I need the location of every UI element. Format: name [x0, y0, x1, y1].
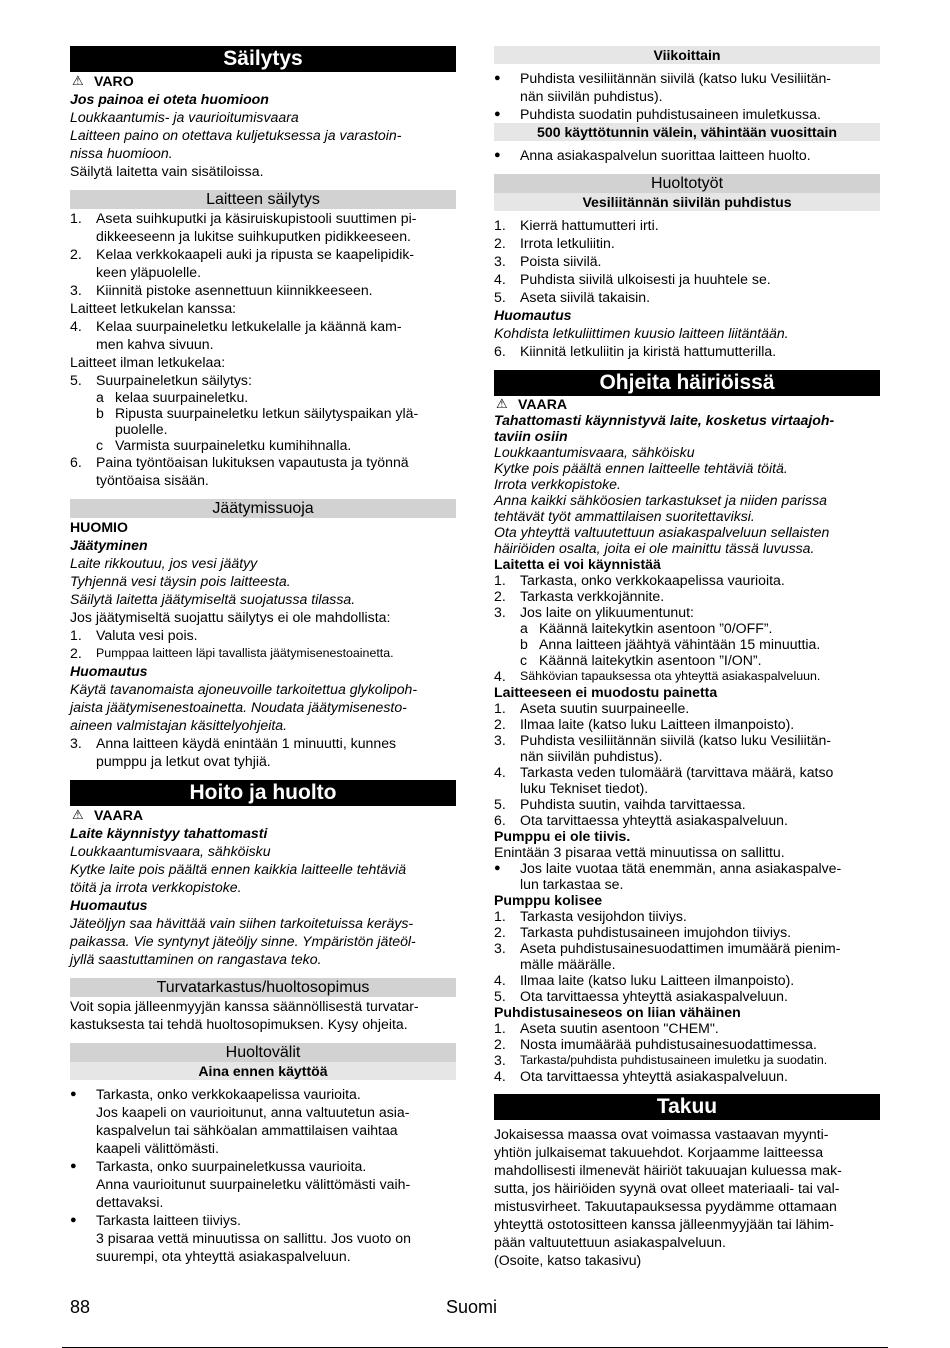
text-line: pään valtuutettuun asiakaspalveluun.: [494, 1234, 726, 1250]
list-item: 4. Ota tarvittaessa yhteyttä asiakaspalveluun.: [494, 1068, 788, 1084]
list-item: 5. Aseta siivilä takaisin.: [494, 289, 651, 305]
note-line: Käytä tavanomaista ajoneuvoille tarkoitettua glykolipoh-: [70, 681, 418, 697]
language-label: Suomi: [446, 1297, 498, 1317]
note-line: jyllä saastuttaminen on rangastava teko.: [70, 951, 322, 967]
warning-triangle-icon: ⚠: [72, 807, 84, 822]
section-title-intervals: Huoltovälit: [70, 1043, 456, 1062]
list-item: 4. Puhdista siivilä ulkoisesti ja huuhtele se.: [494, 271, 771, 287]
section-title-service: Huoltotyöt: [494, 174, 880, 193]
list-item: 2. Irrota letkuliitin.: [494, 235, 615, 251]
text-line: Jos jäätymiseltä suojattu säilytys ei ole mahdollista:: [70, 609, 391, 625]
text-line: Irrota verkkopistoke.: [494, 476, 621, 492]
text-line: nissa huomioon.: [70, 145, 173, 161]
list-item: 2. Kelaa verkkokaapeli auki ja ripusta se kaapelipidik- keen yläpuolelle.: [70, 246, 415, 280]
note-line: Kohdista letkuliittimen kuusio laitteen liitäntään.: [494, 325, 789, 341]
warning-triangle-icon: ⚠: [72, 73, 84, 88]
warning-label: VAARA: [518, 396, 568, 412]
bullet-icon: ●: [70, 1088, 77, 1100]
list-item: 6. Kiinnitä letkuliitin ja kiristä hattumutterilla.: [494, 343, 777, 359]
bullet-icon: ●: [494, 149, 501, 161]
text-line: kastuksesta tai tehdä huoltosopimuksen. Kysy ohjeita.: [70, 1016, 408, 1032]
list-item: 2. Tarkasta puhdistusaineen imujohdon tiiviys.: [494, 924, 792, 940]
bullet-item: ● Tarkasta, onko suurpaineletkussa vaurioita. Anna vaurioitunut suurpaineletku välittömästi vaih- dettavaksi.: [70, 1158, 411, 1210]
notice-label: HUOMIO: [70, 519, 128, 535]
text-line: Enintään 3 pisaraa vettä minuutissa on sallittu.: [494, 844, 785, 860]
list-item: 2. Tarkasta verkkojännite.: [494, 588, 665, 604]
bullet-item: ● Puhdista vesiliitännän siivilä (katso luku Vesiliitän- nän siivilän puhdistus).: [494, 70, 831, 104]
list-item: 1. Kierrä hattumutteri irti.: [494, 217, 659, 233]
sub-list-item: c Käännä laitekytkin asentoon ”I/ON”.: [520, 652, 762, 668]
warning-heading: Laite käynnistyy tahattomasti: [70, 825, 268, 841]
hazard-text: Loukkaantumisvaara, sähköisku: [494, 444, 695, 460]
hazard-text: Loukkaantumis- ja vaurioitumisvaara: [70, 109, 299, 125]
section-title-care: Hoito ja huolto: [70, 780, 456, 806]
list-item: 5. Puhdista suutin, vaihda tarvittaessa.: [494, 796, 746, 812]
list-item: 5. Ota tarvittaessa yhteyttä asiakaspalveluun.: [494, 988, 788, 1004]
list-item: 6. Ota tarvittaessa yhteyttä asiakaspalveluun.: [494, 812, 788, 828]
sub-list-item: a kelaa suurpaineletku.: [96, 389, 249, 405]
problem-title: Pumppu kolisee: [494, 892, 603, 908]
sub-list-item: c Varmista suurpaineletku kumihihnalla.: [96, 437, 352, 453]
section-title-contract: Turvatarkastus/huoltosopimus: [70, 978, 456, 997]
list-item: 3. Puhdista vesiliitännän siivilä (katso luku Vesiliitän- nän siivilän puhdistus).: [494, 732, 831, 764]
list-item: 1. Tarkasta vesijohdon tiiviys.: [494, 908, 687, 924]
note-line: Jäteöljyn saa hävittää vain siihen tarkoitetuissa keräys-: [70, 915, 414, 931]
subsection-title-yearly: 500 käyttötunnin välein, vähintään vuosittain: [494, 123, 880, 141]
list-item: 3. Poista siivilä.: [494, 253, 602, 269]
list-item: 5. Suurpaineletkun säilytys:: [70, 372, 252, 388]
subsection-title: Vesiliitännän siivilän puhdistus: [494, 193, 880, 211]
sub-list-item: b Ripusta suurpaineletku letkun säilytyspaikan ylä- puolelle.: [96, 405, 419, 437]
warning-label: VARO: [94, 73, 134, 89]
bullet-item: ● Tarkasta, onko verkkokaapelissa vaurioita. Jos kaapeli on vaurioitunut, anna valtuutetun asia- kaspalvelun tai sähköalan ammattilaisen vaihtaa kaapeli välittömästi.: [70, 1086, 410, 1156]
list-item: 3. Anna laitteen käydä enintään 1 minuutti, kunnes pumppu ja letkut ovat tyhjiä.: [70, 735, 397, 769]
list-item: 1. Valuta vesi pois.: [70, 627, 198, 643]
sub-list-item: a Käännä laitekytkin asentoon ”0/OFF”.: [520, 620, 773, 636]
bullet-item: ● Puhdista suodatin puhdistusaineen imuletkussa.: [494, 106, 821, 122]
bullet-item: ● Tarkasta laitteen tiiviys. 3 pisaraa vettä minuutissa on sallittu. Jos vuoto on suurempi, ota yhteyttä asiakaspalveluun.: [70, 1212, 411, 1264]
text-line: Säilytä laitetta jäätymiseltä suojatussa tilassa.: [70, 591, 356, 607]
text-line: Kytke laite pois päältä ennen kaikkia laitteelle tehtäviä: [70, 861, 407, 877]
page-number: 88: [70, 1297, 91, 1317]
warning-caution: [70, 72, 456, 90]
list-item: 1. Tarkasta, onko verkkokaapelissa vaurioita.: [494, 572, 785, 588]
text-line: Laitteen paino on otettava kuljetuksessa ja varastoin-: [70, 127, 402, 143]
warning-heading: Tahattomasti käynnistyvä laite, kosketus virtaajoh-: [494, 412, 835, 428]
subsection-title-weekly: Viikoittain: [494, 46, 880, 64]
text-line: (Osoite, katso takasivu): [494, 1252, 642, 1268]
list-item: 2. Ilmaa laite (katso luku Laitteen ilmanpoisto).: [494, 716, 795, 732]
note-title: Huomautus: [70, 897, 148, 913]
bullet-item: ● Jos laite vuotaa tätä enemmän, anna asiakaspalve- lun tarkastaa se.: [494, 860, 842, 892]
right-column: [494, 46, 880, 1269]
bullet-icon: ●: [70, 1214, 77, 1226]
text-line: mistusvirheet. Takuutapauksessa pyydämme ottamaan: [494, 1198, 837, 1214]
hazard-text: Loukkaantumisvaara, sähköisku: [70, 843, 271, 859]
list-item: 2. Nosta imumäärää puhdistusainesuodattimessa.: [494, 1036, 817, 1052]
problem-title: Pumppu ei ole tiivis.: [494, 828, 631, 844]
text-line: tehtävät työt ammattilaisen suoritettaviksi.: [494, 508, 755, 524]
list-item: 2. Pumppaa laitteen läpi tavallista jäätymisenestoainetta.: [70, 645, 394, 661]
page-footer: [70, 1297, 880, 1319]
warning-danger: [70, 806, 456, 824]
bullet-icon: ●: [494, 108, 501, 120]
text-line: Laite rikkoutuu, jos vesi jäätyy: [70, 555, 258, 571]
text-line: yhtiön julkaisemat takuuehdot. Korjaamme laitteessa: [494, 1144, 824, 1160]
list-item: 3. Tarkasta/puhdista puhdistusaineen imuletku ja suodatin.: [494, 1052, 828, 1068]
note-title: Huomautus: [70, 663, 148, 679]
problem-title: Laitteeseen ei muodostu painetta: [494, 684, 718, 700]
list-item: 3. Jos laite on ylikuumentunut:: [494, 604, 694, 620]
text-line: sutta, jos häiriöiden syynä ovat olleet materiaali- tai val-: [494, 1180, 840, 1196]
text-line: häiriöiden osalta, joita ei ole mainittu tässä luvussa.: [494, 540, 815, 556]
warning-danger: [494, 396, 880, 412]
warning-heading: taviin osiin: [494, 428, 568, 444]
text-line: Laitteet ilman letkukelaa:: [70, 354, 226, 370]
text-line: Anna kaikki sähköosien tarkastukset ja niiden parissa: [494, 492, 827, 508]
text-line: yhteyttä ostotositteen kanssa jälleenmyyjään tai lähim-: [494, 1216, 834, 1232]
sub-list-item: b Anna laitteen jäähtyä vähintään 15 minuuttia.: [520, 636, 821, 652]
note-title: Huomautus: [494, 307, 572, 323]
warning-label: VAARA: [94, 807, 144, 823]
text-line: Kytke pois päältä ennen laitteelle tehtäviä töitä.: [494, 460, 788, 476]
list-item: 3. Aseta puhdistusainesuodattimen imumäärä pienim- mälle määrälle.: [494, 940, 841, 972]
left-column: [70, 46, 456, 1265]
section-title-frost: Jäätymissuoja: [70, 499, 456, 518]
text-line: Ota yhteyttä valtuutettuun asiakaspalveluun sellaisten: [494, 524, 830, 540]
bullet-icon: ●: [494, 72, 501, 84]
section-title-warranty: Takuu: [494, 1094, 880, 1120]
bullet-icon: ●: [70, 1160, 77, 1172]
text-line: Laitteet letkukelan kanssa:: [70, 300, 237, 316]
list-item: 4. Tarkasta veden tulomäärä (tarvittava määrä, katso luku Tekniset tiedot).: [494, 764, 834, 796]
text-line: Tyhjennä vesi täysin pois laitteesta.: [70, 573, 291, 589]
text-line: mahdollisesti ilmenevät häiriöt takuuajan kuluessa mak-: [494, 1162, 842, 1178]
text-line: töitä ja irrota verkkopistoke.: [70, 879, 242, 895]
problem-title: Laitetta ei voi käynnistää: [494, 556, 661, 572]
text-line: Voit sopia jälleenmyyjän kanssa säännöllisestä turvatar-: [70, 998, 419, 1014]
section-title-storage: Säilytys: [70, 46, 456, 72]
section-title-device-storage: Laitteen säilytys: [70, 190, 456, 209]
list-item: 1. Aseta suutin suurpaineelle.: [494, 700, 690, 716]
text-line: Säilytä laitetta vain sisätiloissa.: [70, 163, 264, 179]
list-item: 1. Aseta suihkuputki ja käsiruiskupistooli suuttimen pi- dikkeeseenn ja lukitse suihkuputken pidikkeeseen.: [70, 210, 417, 244]
list-item: 4. Sähkövian tapauksessa ota yhteyttä asiakaspalveluun.: [494, 668, 821, 684]
list-item: 3. Kiinnitä pistoke asennettuun kiinnikkeeseen.: [70, 282, 373, 298]
note-line: jaista jäätymisenestoainetta. Noudata jäätymisenesto-: [70, 699, 407, 715]
list-item: 4. Kelaa suurpaineletku letkukelalle ja käännä kam- men kahva sivuun.: [70, 318, 402, 352]
notice-heading: Jäätyminen: [70, 537, 148, 553]
problem-title: Puhdistusaineseos on liian vähäinen: [494, 1004, 741, 1020]
bullet-item: ● Anna asiakaspalvelun suorittaa laitteen huolto.: [494, 147, 811, 163]
note-line: paikassa. Vie syntynyt jäteöljy sinne. Ympäristön jäteöl-: [70, 933, 416, 949]
note-line: aineen valmistajan käsittelyohjeita.: [70, 717, 288, 733]
text-line: Jokaisessa maassa ovat voimassa vastaavan myynti-: [494, 1126, 829, 1142]
list-item: 4. Ilmaa laite (katso luku Laitteen ilmanpoisto).: [494, 972, 795, 988]
list-item: 6. Paina työntöaisan lukituksen vapautusta ja työnnä työntöaisa sisään.: [70, 454, 409, 488]
warning-triangle-icon: ⚠: [496, 396, 508, 411]
section-title-trouble: Ohjeita häiriöissä: [494, 370, 880, 396]
bullet-icon: ●: [494, 862, 501, 874]
warning-heading: Jos painoa ei oteta huomioon: [70, 91, 269, 107]
list-item: 1. Aseta suutin asentoon "CHEM".: [494, 1020, 719, 1036]
subsection-title: Aina ennen käyttöä: [70, 1062, 456, 1080]
